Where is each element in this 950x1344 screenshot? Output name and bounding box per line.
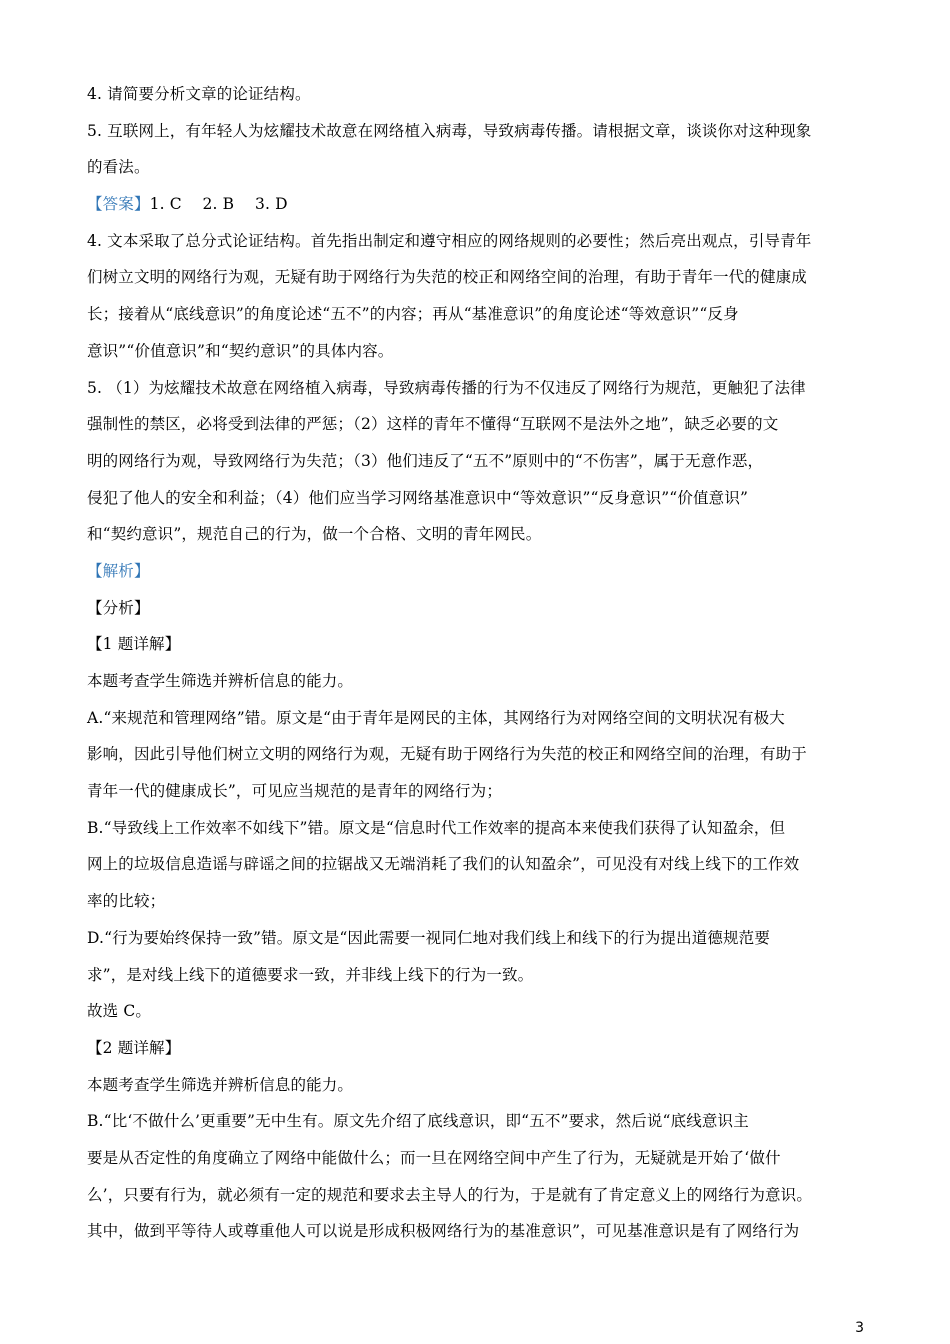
text-line: 本题考查学生筛选并辨析信息的能力。 [87,672,354,690]
text-line: D.“行为要始终保持一致”错。原文是“因此需要一视同仁地对我们线上和线下的行为提出道德规范要 [87,928,770,947]
document-body [87,76,869,1250]
text-line: 4. 文本采取了总分式论证结构。首先指出制定和遵守相应的网络规则的必要性；然后亮出观点，引导青年 [87,231,812,250]
text-line: B.“导致线上工作效率不如线下”错。原文是“信息时代工作效率的提高本来使我们获得了认知盈余，但 [87,818,786,837]
text-line: 们树立文明的网络行为观，无疑有助于网络行为失范的校正和网络空间的治理，有助于青年一代的健康成 [87,268,807,287]
text-line: 影响，因此引导他们树立文明的网络行为观，无疑有助于网络行为失范的校正和网络空间的治理，有助于 [87,745,807,764]
text-line: 【分析】 [87,598,150,617]
text-line: 要是从否定性的角度确立了网络中能做什么；而一旦在网络空间中产生了行为，无疑就是开始了‘做什 [87,1148,781,1167]
text-line: 率的比较； [87,892,166,911]
section-tag: 【答案】 [87,195,150,214]
text-line: 青年一代的健康成长”，可见应当规范的是青年的网络行为； [87,782,502,801]
text-line: 和“契约意识”，规范自己的行为，做一个合格、文明的青年网民。 [87,525,542,544]
text-line [87,186,869,223]
text-line: 网上的垃圾信息造谣与辟谣之间的拉锯战又无端消耗了我们的认知盈余”，可见没有对线上线下的工作效 [87,855,800,874]
text-line: 其中，做到平等待人或尊重他人可以说是形成积极网络行为的基准意识”，可见基准意识是有了网络行为 [87,1222,800,1241]
text-line: 故选 C。 [87,1002,152,1021]
text-line: 意识”“价值意识”和“契约意识”的具体内容。 [87,341,394,360]
text-line: 求”，是对线上线下的道德要求一致，并非线上线下的行为一致。 [87,965,534,984]
text-line: 明的网络行为观，导致网络行为失范；（3）他们违反了“五不”原则中的“不伤害”，属于无意作恶， [87,451,764,470]
text-line: 长；接着从“底线意识”的角度论述“五不”的内容；再从“基准意识”的角度论述“等效意识”“反身 [87,305,739,324]
text-line: 强制性的禁区，必将受到法律的严惩；（2）这样的青年不懂得“互联网不是法外之地”，缺乏必要的文 [87,415,779,434]
text-line: 侵犯了他人的安全和利益；（4）他们应当学习网络基准意识中“等效意识”“反身意识”“价值意识” [87,488,749,507]
section-tag: 【解析】 [87,561,150,580]
text-line: 4. 请简要分析文章的论证结构。 [87,85,311,103]
text-line: 【2 题详解】 [87,1038,181,1057]
text-line: 本题考查学生筛选并辨析信息的能力。 [87,1075,354,1094]
text-line [87,553,869,590]
text-line: 【1 题详解】 [87,635,181,654]
text-line: 5. 互联网上，有年轻人为炫耀技术故意在网络植入病毒，导致病毒传播。请根据文章，谈谈你对这种现象 [87,121,812,140]
text-line: B.“比‘不做什么’更重要”无中生有。原文先介绍了底线意识，即“五不”要求，然后说“底线意识主 [87,1112,749,1131]
text-line: 5. （1）为炫耀技术故意在网络植入病毒，导致病毒传播的行为不仅违反了网络行为规范，更触犯了法律 [87,378,806,397]
line-text: 1. C 2. B 3. D [149,195,288,214]
page-number: 3 [855,1320,864,1336]
text-line: A.“来规范和管理网络”错。原文是“由于青年是网民的主体，其网络行为对网络空间的文明状况有极大 [87,708,785,727]
text-line: 么’，只要有行为，就必须有一定的规范和要求去主导人的行为，于是就有了肯定意义上的网络行为意识。 [87,1185,812,1204]
text-line: 的看法。 [87,158,150,177]
